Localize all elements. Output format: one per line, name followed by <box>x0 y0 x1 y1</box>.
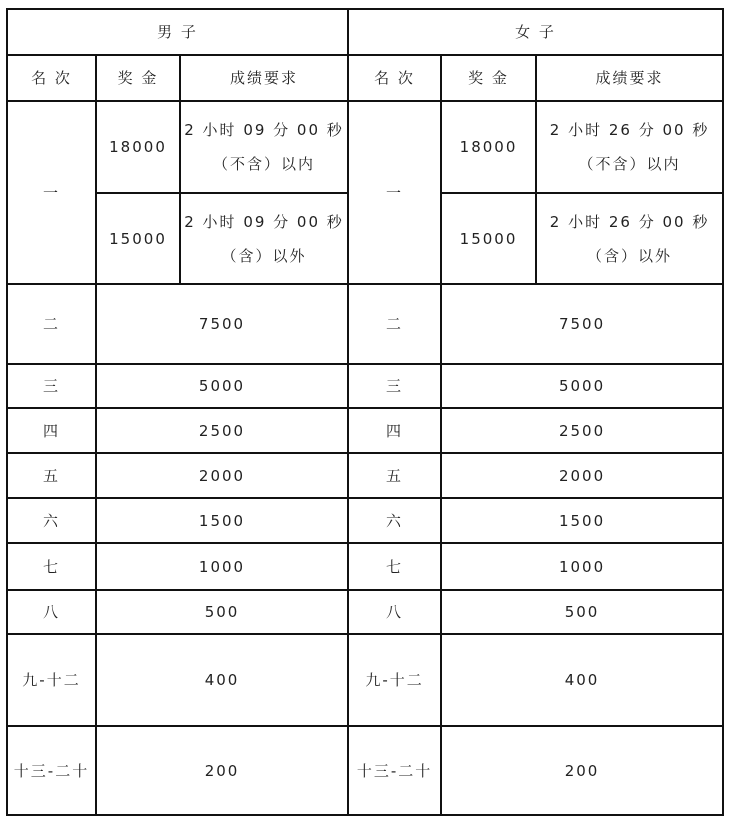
rank-cell: 四 <box>7 408 96 453</box>
prize-cell: 500 <box>441 590 723 634</box>
prize-table <box>6 8 724 816</box>
rank-cell: 七 <box>7 543 96 590</box>
table-row <box>7 726 723 815</box>
rank-cell: 一 <box>348 101 441 284</box>
rank-cell: 十三-二十 <box>7 726 96 815</box>
rank-cell: 四 <box>348 408 441 453</box>
prize-cell: 400 <box>441 634 723 726</box>
prize-cell: 5000 <box>441 364 723 408</box>
prize-cell: 500 <box>96 590 348 634</box>
requirement-cell: 2 小时 09 分 00 秒（不含）以内 <box>180 101 348 193</box>
rank-cell: 七 <box>348 543 441 590</box>
prize-cell: 5000 <box>96 364 348 408</box>
rank-cell: 八 <box>348 590 441 634</box>
prize-header: 奖 金 <box>441 55 536 101</box>
requirement-cell: 2 小时 26 分 00 秒（不含）以内 <box>536 101 723 193</box>
prize-cell: 1500 <box>96 498 348 543</box>
prize-cell: 2500 <box>96 408 348 453</box>
prize-cell: 18000 <box>441 101 536 193</box>
rank-cell: 五 <box>7 453 96 498</box>
requirement-cell: 2 小时 26 分 00 秒（含）以外 <box>536 193 723 284</box>
prize-header: 奖 金 <box>96 55 180 101</box>
rank-cell: 六 <box>7 498 96 543</box>
rank-cell: 十三-二十 <box>348 726 441 815</box>
rank-cell: 九-十二 <box>348 634 441 726</box>
women-group-header: 女 子 <box>348 9 723 55</box>
rank-cell: 五 <box>348 453 441 498</box>
prize-cell: 400 <box>96 634 348 726</box>
prize-cell: 2500 <box>441 408 723 453</box>
prize-cell: 200 <box>96 726 348 815</box>
prize-cell: 1000 <box>441 543 723 590</box>
requirement-header: 成绩要求 <box>536 55 723 101</box>
requirement-header: 成绩要求 <box>180 55 348 101</box>
table-row <box>7 364 723 408</box>
rank-cell: 一 <box>7 101 96 284</box>
prize-cell: 7500 <box>441 284 723 364</box>
table-row <box>7 543 723 590</box>
prize-cell: 2000 <box>96 453 348 498</box>
men-group-header: 男 子 <box>7 9 348 55</box>
rank-cell: 三 <box>7 364 96 408</box>
rank-header: 名 次 <box>7 55 96 101</box>
prize-cell: 15000 <box>441 193 536 284</box>
table-row <box>7 634 723 726</box>
requirement-cell: 2 小时 09 分 00 秒（含）以外 <box>180 193 348 284</box>
table-row <box>7 408 723 453</box>
rank-cell: 六 <box>348 498 441 543</box>
table-row <box>7 453 723 498</box>
prize-cell: 15000 <box>96 193 180 284</box>
rank-cell: 九-十二 <box>7 634 96 726</box>
rank-header: 名 次 <box>348 55 441 101</box>
prize-cell: 18000 <box>96 101 180 193</box>
rank-cell: 三 <box>348 364 441 408</box>
table-row <box>7 590 723 634</box>
prize-cell: 200 <box>441 726 723 815</box>
rank-cell: 二 <box>348 284 441 364</box>
prize-cell: 2000 <box>441 453 723 498</box>
rank-cell: 二 <box>7 284 96 364</box>
table-row <box>7 284 723 364</box>
table-row <box>7 498 723 543</box>
rank-cell: 八 <box>7 590 96 634</box>
prize-cell: 7500 <box>96 284 348 364</box>
prize-cell: 1000 <box>96 543 348 590</box>
prize-cell: 1500 <box>441 498 723 543</box>
